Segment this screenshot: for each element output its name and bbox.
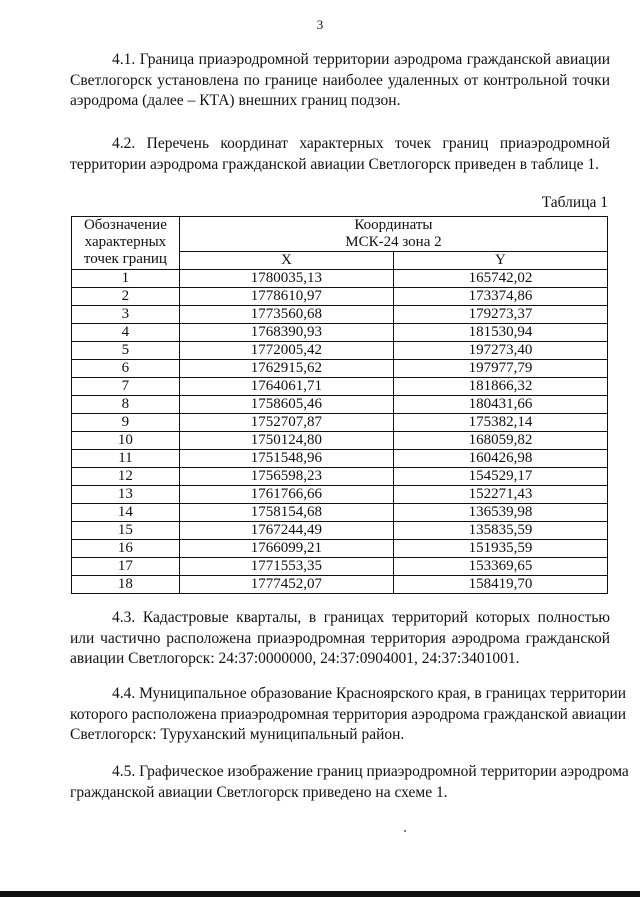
- y-coordinate-cell: 135835,59: [393, 522, 607, 540]
- header-x: X: [179, 252, 393, 270]
- table-body: [72, 270, 608, 594]
- table-row: [72, 450, 608, 468]
- x-coordinate-cell: 1750124,80: [179, 432, 393, 450]
- y-coordinate-cell: 180431,66: [393, 396, 607, 414]
- header-line: точек границ: [83, 251, 167, 267]
- point-number-cell: 12: [72, 468, 180, 486]
- point-number-cell: 18: [72, 576, 180, 594]
- paragraph-4-5: [70, 762, 629, 803]
- point-number-cell: 10: [72, 432, 180, 450]
- y-coordinate-cell: 160426,98: [393, 450, 607, 468]
- paragraph-line: 4.5. Графическое изображение границ приаэродромной территории аэродрома: [112, 763, 629, 780]
- x-coordinate-cell: 1751548,96: [179, 450, 393, 468]
- x-coordinate-cell: 1773560,68: [179, 306, 393, 324]
- table-row: [72, 342, 608, 360]
- x-coordinate-cell: 1780035,13: [179, 270, 393, 288]
- x-coordinate-cell: 1766099,21: [179, 540, 393, 558]
- table-row: [72, 378, 608, 396]
- x-coordinate-cell: 1758154,68: [179, 504, 393, 522]
- point-number-cell: 13: [72, 486, 180, 504]
- y-coordinate-cell: 151935,59: [393, 540, 607, 558]
- table-row: [72, 576, 608, 594]
- point-number-cell: 7: [72, 378, 180, 396]
- table-row: [72, 468, 608, 486]
- paragraph-line: 4.1. Граница приаэродромной территории аэродрома гражданской авиации: [112, 51, 610, 68]
- paragraph-line: 4.4. Муниципальное образование Красноярского края, в границах территории: [112, 685, 627, 702]
- paragraph-line: 4.2. Перечень координат характерных точек границ приаэродромной: [112, 135, 610, 152]
- scan-speck: [404, 830, 406, 832]
- paragraph-4-2: [70, 134, 610, 175]
- page-number: 3: [316, 17, 324, 32]
- x-coordinate-cell: 1778610,97: [179, 288, 393, 306]
- paragraph-line: 4.3. Кадастровые кварталы, в границах территорий которых полностью: [112, 609, 610, 626]
- paragraph-line: авиации Светлогорск: 24:37:0000000, 24:37:0904001, 24:37:3401001.: [70, 650, 520, 667]
- coordinates-table: [71, 216, 608, 594]
- header-line: Обозначение: [83, 217, 167, 233]
- paragraph-line: территории аэродрома гражданской авиации Светлогорск приведен в таблице 1.: [70, 155, 600, 173]
- table-row: [72, 306, 608, 324]
- point-number-cell: 8: [72, 396, 180, 414]
- header-coordinates: [179, 217, 607, 252]
- table-row: [72, 504, 608, 522]
- point-number-cell: 14: [72, 504, 180, 522]
- point-number-cell: 16: [72, 540, 180, 558]
- y-coordinate-cell: 168059,82: [393, 432, 607, 450]
- table-row: [72, 270, 608, 288]
- y-coordinate-cell: 153369,65: [393, 558, 607, 576]
- y-coordinate-cell: 173374,86: [393, 288, 607, 306]
- point-number-cell: 6: [72, 360, 180, 378]
- point-number-cell: 4: [72, 324, 180, 342]
- table-caption: Таблица 1: [541, 194, 608, 211]
- y-coordinate-cell: 152271,43: [393, 486, 607, 504]
- point-number-cell: 5: [72, 342, 180, 360]
- x-coordinate-cell: 1761766,66: [179, 486, 393, 504]
- x-coordinate-cell: 1758605,46: [179, 396, 393, 414]
- paragraph-line: Светлогорск установлена по границе наиболее удаленных от контрольной точки: [70, 71, 610, 89]
- point-number-cell: 9: [72, 414, 180, 432]
- point-number-cell: 3: [72, 306, 180, 324]
- header-y: Y: [393, 252, 607, 270]
- y-coordinate-cell: 197977,79: [393, 360, 607, 378]
- paragraph-4-4: [70, 684, 627, 746]
- table-row: [72, 414, 608, 432]
- y-coordinate-cell: 158419,70: [393, 576, 607, 594]
- y-coordinate-cell: 181866,32: [393, 378, 607, 396]
- y-coordinate-cell: 197273,40: [393, 342, 607, 360]
- table-row: [72, 486, 608, 504]
- table-row: [72, 396, 608, 414]
- x-coordinate-cell: 1771553,35: [179, 558, 393, 576]
- x-coordinate-cell: 1768390,93: [179, 324, 393, 342]
- point-number-cell: 2: [72, 288, 180, 306]
- y-coordinate-cell: 181530,94: [393, 324, 607, 342]
- y-coordinate-cell: 154529,17: [393, 468, 607, 486]
- table-row: [72, 540, 608, 558]
- y-coordinate-cell: 175382,14: [393, 414, 607, 432]
- x-coordinate-cell: 1777452,07: [179, 576, 393, 594]
- point-number-cell: 11: [72, 450, 180, 468]
- y-coordinate-cell: 136539,98: [393, 504, 607, 522]
- scan-edge: [0, 891, 640, 897]
- point-number-cell: 17: [72, 558, 180, 576]
- header-line: МСК-24 зона 2: [345, 234, 442, 250]
- table-row: [72, 558, 608, 576]
- paragraph-4-3: [70, 608, 610, 670]
- paragraph-line: Светлогорск: Туруханский муниципальный район.: [70, 726, 405, 743]
- point-number-cell: 15: [72, 522, 180, 540]
- paragraph-line: или частично расположена приаэродромная территория аэродрома гражданской: [70, 629, 610, 647]
- x-coordinate-cell: 1762915,62: [179, 360, 393, 378]
- y-coordinate-cell: 179273,37: [393, 306, 607, 324]
- paragraph-line: аэродрома (далее – КТА) внешних границ подзон.: [70, 92, 401, 109]
- x-coordinate-cell: 1764061,71: [179, 378, 393, 396]
- paragraph-4-1: [70, 50, 610, 112]
- point-number-cell: 1: [72, 270, 180, 288]
- header-point-designation: [72, 217, 180, 270]
- table-row: [72, 360, 608, 378]
- table-row: [72, 432, 608, 450]
- table-row: [72, 288, 608, 306]
- paragraph-line: которого расположена приаэродромная территория аэродрома гражданской авиации: [70, 705, 627, 723]
- y-coordinate-cell: 165742,02: [393, 270, 607, 288]
- header-line: Координаты: [354, 217, 433, 233]
- x-coordinate-cell: 1772005,42: [179, 342, 393, 360]
- x-coordinate-cell: 1756598,23: [179, 468, 393, 486]
- table-row: [72, 522, 608, 540]
- x-coordinate-cell: 1767244,49: [179, 522, 393, 540]
- header-line: характерных: [84, 234, 167, 250]
- paragraph-line: гражданской авиации Светлогорск приведено на схеме 1.: [70, 783, 448, 801]
- table-row: [72, 324, 608, 342]
- x-coordinate-cell: 1752707,87: [179, 414, 393, 432]
